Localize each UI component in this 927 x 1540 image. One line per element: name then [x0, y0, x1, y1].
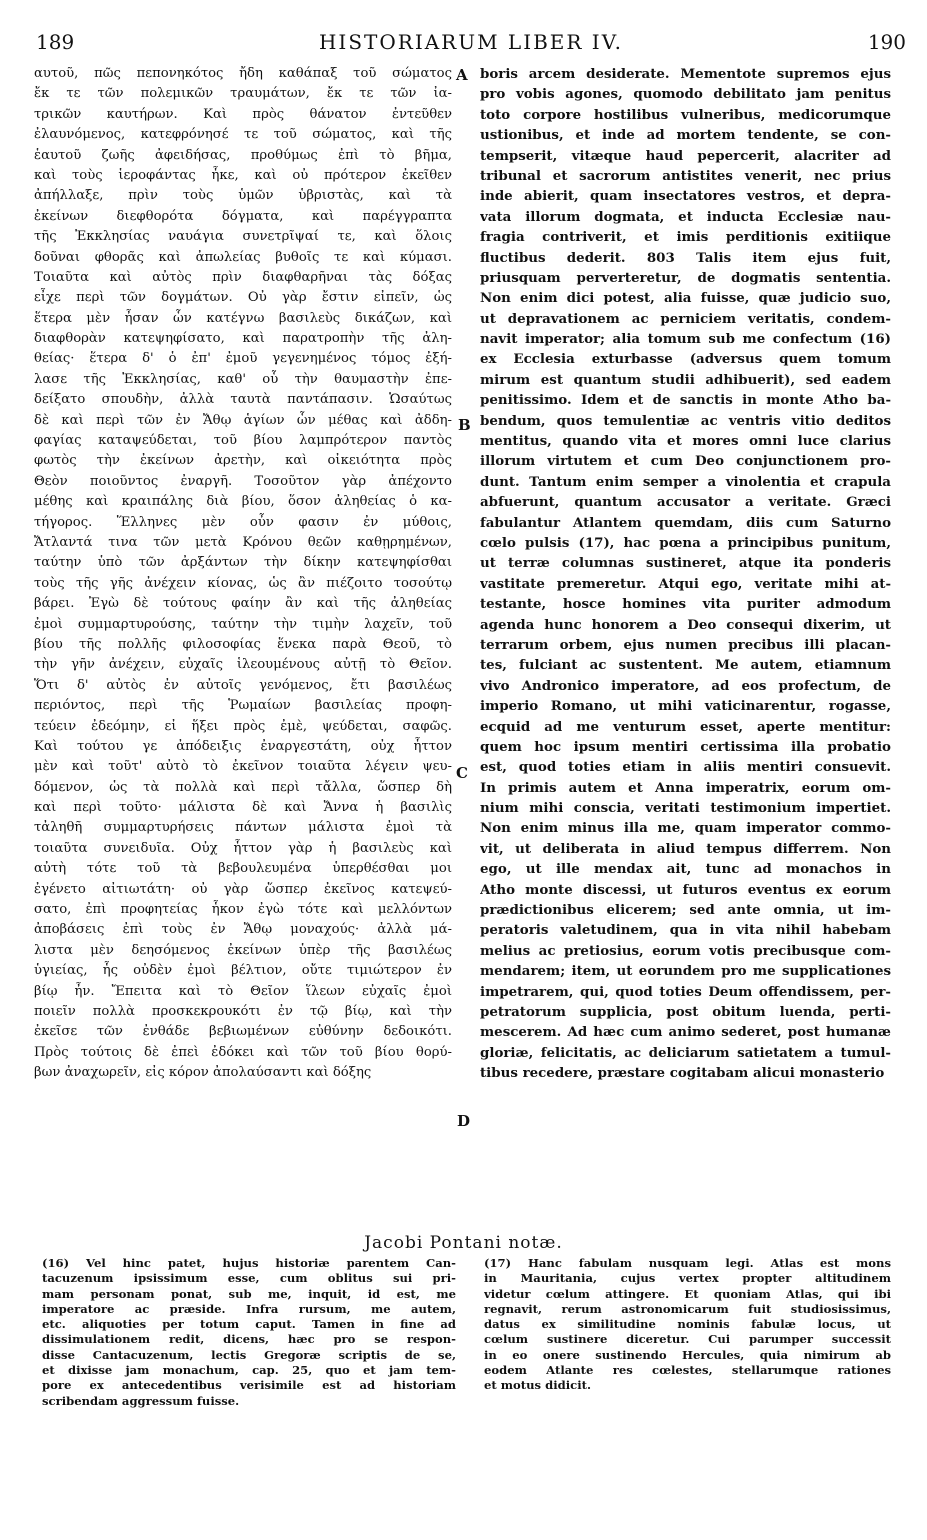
greek-text-line: ἀπήλλαξε, πρὶν τοὺς ὑμῶν ὑβριστὰς, καὶ τὰ — [34, 188, 452, 204]
latin-text-line: navit imperator; alia tomum sub me confectum (16) — [480, 331, 891, 348]
greek-text-line: ἑαυτοῦ ζωῆς ἀφειδήσας, προθύμως ἐπὶ τὸ βῆμα, — [34, 147, 452, 163]
footnote-line: et dixisse jam monachum, cap. 25, quo et jam tem- — [42, 1363, 456, 1378]
latin-text-line: vata illorum dogmata, et inducta Ecclesiæ nau- — [480, 208, 891, 225]
greek-text-line: καὶ τοὺς ἱεροφάντας ἧκε, καὶ οὐ πρότερον ἐκεῖθεν — [34, 167, 452, 183]
greek-text-line: ποιεῖν πολλὰ προσκεκρουκότι ἐν τῷ βίῳ, καὶ τὴν — [34, 1003, 452, 1019]
footnote-line: datus ex similitudine nominis fabulæ locus, ut — [484, 1317, 891, 1332]
latin-text-line: ut depravationem ac perniciem veritatis, condem- — [480, 310, 891, 327]
footnotes-right-column — [484, 1256, 891, 1394]
greek-text-line: ἐμοὶ συμμαρτυρούσης, ταύτην τὴν τιμὴν λαχεῖν, τοῦ — [34, 616, 452, 632]
latin-text-line: vastitate premeretur. Atqui ego, veritate mihi at- — [480, 575, 891, 592]
footnote-line: regnavit, rerum astronomicarum fuit studiosissimus, — [484, 1301, 891, 1316]
greek-text-line: τήγορος. Ἕλληνες μὲν οὖν φασιν ἐν μύθοις, — [34, 514, 452, 530]
greek-text-line: τεύειν ἐδεόμην, εἰ ἥξει πρὸς ἐμὲ, ψεύδεται, σαφῶς. — [34, 718, 452, 734]
greek-text-line: ἀποβάσεις ἐπὶ τοὺς ἐν Ἄθῳ μοναχούς· ἀλλὰ μά- — [34, 922, 452, 938]
footnote-line: et motus didicit. — [484, 1378, 591, 1393]
latin-text-line: quem hoc ipsum mentiri certissima illa probatio — [480, 738, 891, 755]
greek-text-line: Καὶ τούτου γε ἀπόδειξις ἐναργεστάτη, οὐχ ἧττον — [34, 738, 452, 754]
latin-text-line: ecquid ad me venturum esset, aperte mentitur: — [480, 718, 891, 735]
latin-text-line: inde abierit, quam insectatores vestros, et depra- — [480, 188, 891, 205]
greek-text-line: περιόντος, περὶ τῆς Ῥωμαίων βασιλείας προφη- — [34, 698, 452, 714]
footnote-line: cœlum sustinere diceretur. Cui parumper successit — [484, 1332, 891, 1347]
footnotes-left-column — [42, 1256, 456, 1409]
latin-text-line: fabulantur Atlantem quemdam, diis cum Saturno — [480, 514, 891, 531]
footnote-line: pore ex antecedentibus verisimile est ad historiam — [42, 1378, 456, 1393]
latin-text-line: Non enim dici potest, alia fuisse, quæ judicio suo, — [480, 290, 891, 307]
greek-text-line: δείξατο σπουδὴν, ἀλλὰ ταυτὰ παντάπασιν. Ὡσαύτως — [34, 392, 452, 408]
greek-text-line: τὴν γῆν ἀνέχειν, εὐχαῖς ἱλεουμένους αὐτῇ τὸ Θεῖον. — [34, 657, 452, 673]
greek-text-line: φαγίας καταψεύδεται, τοῦ βίου λαμπρότερον παντὸς — [34, 433, 452, 449]
greek-text-line: λιστα μὲν δεησόμενος ἐκείνων ὑπὲρ τῆς βασιλέως — [34, 942, 452, 958]
greek-text-line: βίῳ ἦν. Ἔπειτα καὶ τὸ Θεῖον ἵλεων εὐχαῖς ἐμοὶ — [34, 983, 452, 999]
latin-text-line: Atho monte discessi, ut futuros eventus ex eorum — [480, 881, 891, 898]
greek-text-line: βων ἀναχωρεῖν, εἰς κόρον ἀπολαύσαντι καὶ δόξης — [34, 1065, 372, 1081]
margin-marker-a: A — [456, 66, 468, 84]
greek-text-column — [34, 64, 452, 1084]
greek-text-line: ἐγένετο αἰτιωτάτη· οὐ γὰρ ὥσπερ ἐκεῖνος κατεψεύ- — [34, 881, 452, 897]
latin-text-line: dunt. Tantum enim semper a vinolentia et crapula — [480, 473, 891, 490]
latin-text-line: toto corpore hostilibus vulneribus, medicorumque — [480, 106, 891, 123]
footnote-line: tacuzenum ipsissimum esse, cum oblitus sui pri- — [42, 1271, 456, 1286]
footnote-line: eodem Atlante res cœlestes, stellarumque rationes — [484, 1363, 891, 1378]
greek-text-line: Πρὸς τούτοις δὲ ἐπεὶ ἐδόκει καὶ τῶν τοῦ βίου θορύ- — [34, 1044, 452, 1060]
footnote-line: (17) Hanc fabulam nusquam legi. Atlas est mons — [484, 1256, 891, 1270]
greek-text-line: καὶ περὶ τοῦτο· μάλιστα δὲ καὶ Ἄννα ἡ βασιλὶς — [34, 800, 452, 816]
greek-text-line: μὲν καὶ τοῦτ' αὐτὸ τὸ ἐκεῖνον τοιαῦτα λέγειν ψευ- — [34, 759, 452, 775]
latin-text-line: ut terræ columnas sustineret, atque ita ponderis — [480, 555, 891, 572]
latin-text-line: terrarum orbem, ejus numen precibus illi placan- — [480, 636, 891, 653]
greek-text-line: λασε τῆς Ἐκκλησίας, καθ' οὗ τὴν θαυμαστὴν ἐπε- — [34, 371, 452, 387]
footnote-line: in Mauritania, cujus vertex propter altitudinem — [484, 1271, 891, 1286]
greek-text-line: Τοιαῦτα καὶ αὐτὸς πρὶν διαφθαρῆναι τὰς δόξας — [34, 269, 452, 285]
footnote-line: in eo onere sustinendo Hercules, quia nimirum ab — [484, 1347, 891, 1362]
greek-text-line: ὑγιείας, ἧς οὐδὲν ἐμοὶ βέλτιον, οὔτε τιμιώτερον ἐν — [34, 963, 452, 979]
latin-text-line: impetrarem, qui, quod toties Deum offendissem, per- — [480, 983, 891, 1000]
greek-text-line: σατο, ἐπὶ προφητείας ἧκον ἐγὼ τότε καὶ μελλόντων — [34, 902, 452, 918]
greek-text-line: δὲ καὶ περὶ τῶν ἐν Ἄθῳ ἁγίων ὧν μέθας καὶ ἀδδη- — [34, 412, 452, 428]
greek-text-line: βίου τῆς πολλῆς φιλοσοφίας ἕνεκα παρὰ Θεοῦ, τὸ — [34, 636, 452, 652]
latin-text-line: mendarem; item, ut eorundem pro me supplicationes — [480, 963, 891, 980]
margin-marker-b: B — [458, 416, 471, 434]
greek-text-line: δόμενον, ὡς τὰ πολλὰ καὶ περὶ τἄλλα, ὥσπερ δὴ — [34, 779, 452, 795]
latin-text-line: tempserit, vitæque haud pepercerit, alacriter ad — [480, 147, 891, 164]
greek-text-line: βάρει. Ἐγὼ δὲ τούτους φαίην ἂν καὶ τῆς ἀληθείας — [34, 596, 452, 612]
greek-text-line: τῆς Ἐκκλησίας ναυάγια συνετρῖψαί τε, καὶ ὅλοις — [34, 229, 452, 245]
latin-text-line: mescerem. Ad hæc cum animo sederet, post humanæ — [480, 1024, 891, 1041]
greek-text-line: ἔκ τε τῶν πολεμικῶν τραυμάτων, ἔκ τε τῶν ἰα- — [34, 86, 452, 102]
notes-title: Jacobi Pontani notæ. — [364, 1233, 563, 1253]
page-number-left: 189 — [36, 30, 75, 54]
greek-text-line: διαφθορὰν κατεψηφίσατο, καὶ παρατροπὴν τῆς ἀλη- — [34, 331, 452, 347]
latin-text-line: petratorum supplicia, post obitum luenda, perti- — [480, 1003, 891, 1020]
footnote-line: disse Cantacuzenum, lectis Gregoræ scriptis de se, — [42, 1347, 456, 1362]
latin-text-line: penitissimo. Idem et de sanctis in monte Atho ba- — [480, 392, 891, 409]
greek-text-line: φωτὸς τὴν ἐκείνων ἀρετὴν, καὶ οἰκειότητα πρὸς — [34, 453, 452, 469]
latin-text-line: illorum virtutem et cum Deo conjunctionem pro- — [480, 453, 891, 470]
greek-text-line: ἐκεῖσε τῶν ἐνθάδε βεβιωμένων εὐθύνην δεδοικότι. — [34, 1024, 452, 1040]
greek-text-line: θείας· ἕτερα δ' ὁ ἐπ' ἐμοῦ γεγενημένος τόμος ἐξή- — [34, 351, 452, 367]
latin-text-line: peratoris valetudinem, qua in vita nihil habebam — [480, 922, 891, 939]
latin-text-line: ego, ut ille mendax ait, tunc ad monachos in — [480, 861, 891, 878]
greek-text-line: αυτοῦ, πῶς πεπονηκότος ἤδη καθάπαξ τοῦ σώματος — [34, 66, 452, 81]
latin-text-line: mirum est quantum studii adhibuerit), sed eadem — [480, 371, 891, 388]
footnote-line: videtur cœlum attingere. Et quoniam Atlas, qui ibi — [484, 1286, 891, 1301]
footnote-line: (16) Vel hinc patet, hujus historiæ parentem Can- — [42, 1256, 456, 1270]
greek-text-line: τἀληθῆ συμμαρτυρήσεις πάντων μάλιστα ἐμοὶ τὰ — [34, 820, 452, 836]
latin-text-line: Non enim minus illa me, quam imperator commo- — [480, 820, 891, 837]
latin-text-line: melius ac pretiosius, eorum votis precibusque com- — [480, 942, 891, 959]
margin-marker-d: D — [457, 1112, 471, 1130]
latin-text-line: prædictionibus elicerem; sed ante omnia, ut im- — [480, 902, 891, 919]
greek-text-line: Ὅτι δ' αὐτὸς ἐν αὐτοῖς γενόμενος, ἔτι βασιλέως — [34, 677, 452, 693]
footnote-line: mam personam ponat, sub me, inquit, id est, me — [42, 1286, 456, 1301]
latin-text-line: boris arcem desiderate. Mementote supremos ejus — [480, 66, 891, 82]
running-header — [36, 30, 906, 56]
greek-text-line: μέθης καὶ κραιπάλης διὰ βίου, ὅσον ἀληθείας ὁ κα- — [34, 494, 452, 510]
greek-text-line: τοιαῦτα συνειδυῖα. Οὐχ ἧττον γὰρ ἡ βασιλεὺς καὶ — [34, 840, 452, 856]
greek-text-line: ἐλαυνόμενος, κατεφρόνησέ τε τοῦ σώματος, καὶ τῆς — [34, 127, 452, 143]
greek-text-line: ἐκείνων διεφθορότα δόγματα, καὶ παρέγγραπτα — [34, 208, 452, 224]
latin-text-line: mentitus, quando vita et mores omni luce clarius — [480, 433, 891, 450]
greek-text-line: ταύτην ὑπὸ τῶν ἀρξάντων τὴν δίκην κατεψηφίσθαι — [34, 555, 452, 571]
latin-text-line: pro vobis agones, quomodo debilitato jam penitus — [480, 86, 891, 103]
footnote-line: imperatore ac præside. Infra rursum, me autem, — [42, 1301, 456, 1316]
latin-text-line: fragia contriverit, et imis perditionis exitiique — [480, 229, 891, 246]
latin-text-line: tribunal et sacrorum antistites venerit, nec prius — [480, 167, 891, 184]
greek-text-line: Θεὸν ποιοῦντος ἐναργῆ. Τοσοῦτον γὰρ ἀπέχοντο — [34, 473, 452, 489]
latin-text-line: agenda hunc honorem a Deo consequi dixerim, ut — [480, 616, 891, 633]
page-number-right: 190 — [867, 30, 906, 54]
greek-text-line: Ἄτλαντά τινα τῶν μετὰ Κρόνου θεῶν καθῃρημένων, — [34, 534, 452, 550]
greek-text-line: ἕτερα μὲν ἦσαν ὧν κατέγνω βασιλεὺς δικάζων, καὶ — [34, 310, 452, 326]
latin-text-line: priusquam perverteretur, de dogmatis sententia. — [480, 269, 891, 286]
margin-marker-c: C — [456, 764, 468, 782]
greek-text-line: τοὺς τῆς γῆς ἀνέχειν κίονας, ὡς ἂν πιέζοιτο τοσούτῳ — [34, 575, 452, 591]
latin-text-column — [480, 64, 891, 1084]
latin-text-line: tibus recedere, præstare cogitabam alicui monasterio — [480, 1065, 885, 1082]
latin-text-line: nium mihi conscia, veritati testimonium impertiet. — [480, 800, 891, 817]
running-title: HISTORIARUM LIBER IV. — [318, 30, 624, 54]
latin-text-line: cœlo pulsis (17), hac pœna a principibus punitum, — [480, 534, 891, 551]
latin-text-line: testante, hosce homines vita puriter admodum — [480, 596, 891, 613]
latin-text-line: gloriæ, felicitatis, ac deliciarum satietatem a tumul- — [480, 1044, 891, 1061]
latin-text-line: bendum, quos temulentiæ ac ventris vitio deditos — [480, 412, 891, 429]
greek-text-line: εἶχε περὶ τῶν δογμάτων. Οὐ γὰρ ἔστιν εἰπεῖν, ὡς — [34, 290, 452, 306]
latin-text-line: abfuerunt, quantum accusator a veritate. Græci — [480, 494, 891, 511]
greek-text-line: δοῦναι φθορᾶς καὶ ἀπωλείας βυθοῖς τε καὶ κύμασι. — [34, 249, 452, 265]
latin-text-line: fluctibus dederit. 803 Talis item ejus fuit, — [480, 249, 891, 266]
footnote-line: etc. aliquoties per totum caput. Tamen in fine ad — [42, 1317, 456, 1332]
latin-text-line: est, quod toties etiam in aliis mentiri consuevit. — [480, 759, 891, 776]
greek-text-line: αὐτὴ τότε τοῦ τὰ βεβουλευμένα ὑπερθέσθαι μοι — [34, 861, 452, 877]
greek-text-line: τρικῶν καυτήρων. Καὶ πρὸς θάνατον ἐντεῦθεν — [34, 106, 452, 122]
latin-text-line: imperio Romano, ut mihi vaticinarentur, rogasse, — [480, 698, 891, 715]
footnote-line: dissimulationem redit, dicens, hæc pro se respon- — [42, 1332, 456, 1347]
latin-text-line: vit, ut deliberata in aliud tempus differrem. Non — [480, 840, 891, 857]
latin-text-line: In primis autem et Anna imperatrix, eorum om- — [480, 779, 891, 796]
latin-text-line: tes, fulciant ac sustentent. Me autem, etiamnum — [480, 657, 891, 674]
latin-text-line: vivo Andronico imperatore, ad eos profectum, de — [480, 677, 891, 694]
latin-text-line: ustionibus, et inde ad mortem tendente, se con- — [480, 127, 891, 144]
latin-text-line: ex Ecclesia exturbasse (adversus quem tomum — [480, 351, 891, 368]
footnote-line: scribendam aggressum fuisse. — [42, 1393, 240, 1408]
